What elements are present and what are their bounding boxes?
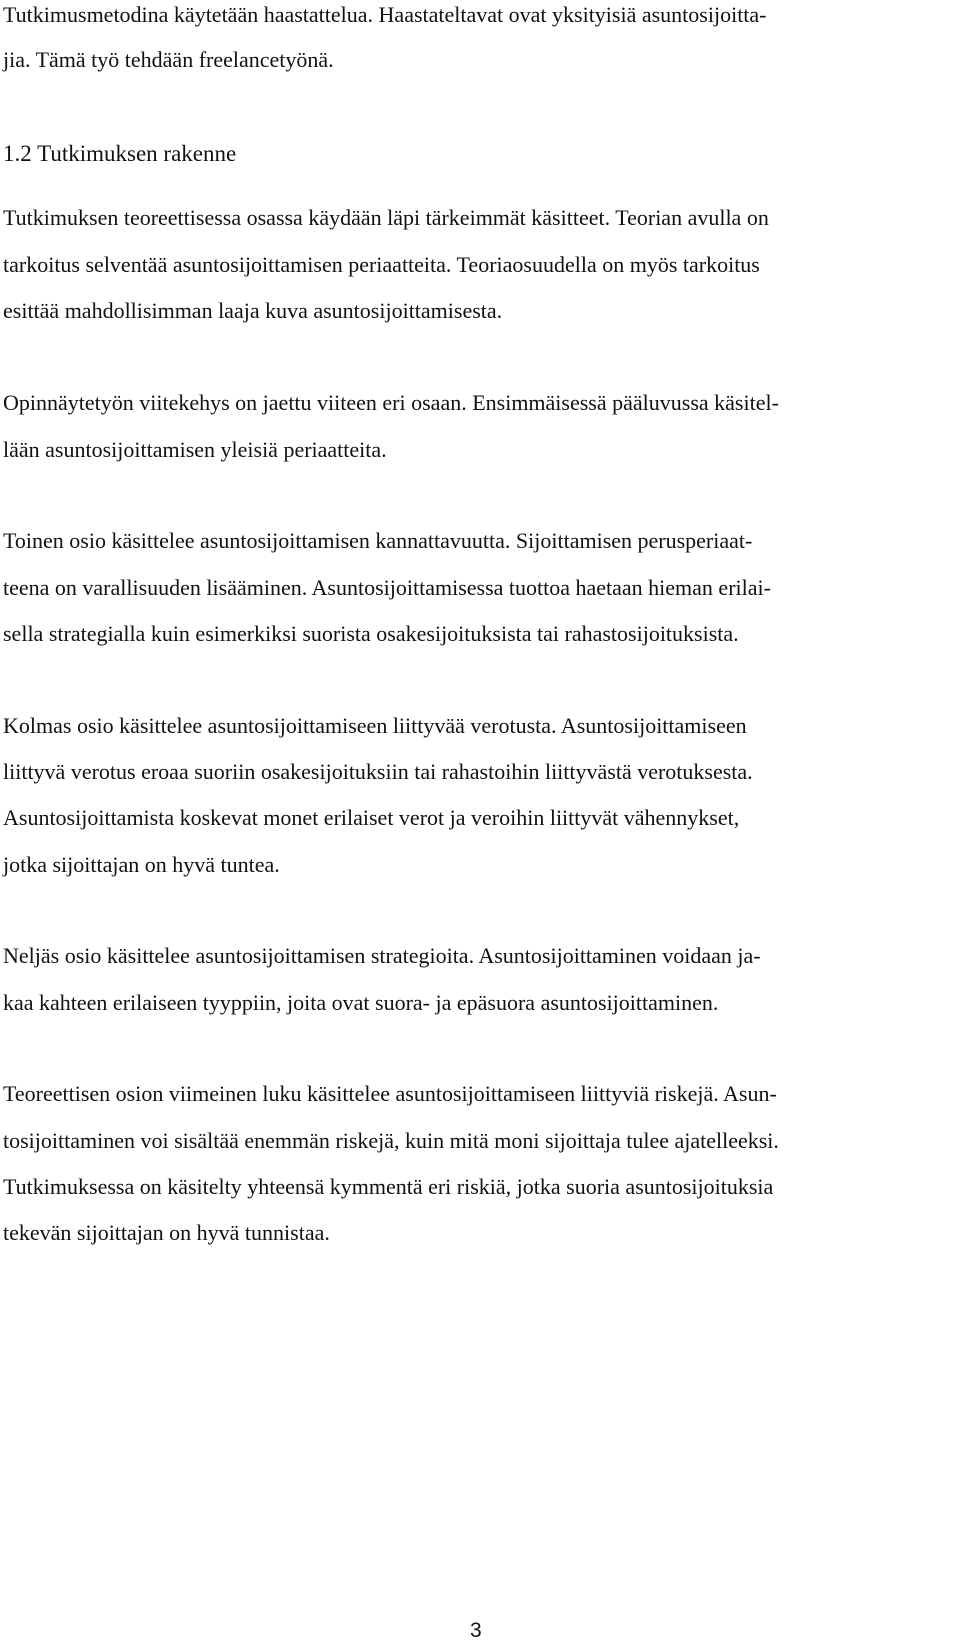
paragraph-line: liittyvä verotus eroaa suoriin osakesijoituksiin tai rahastoihin liittyvästä verotuksesta. — [3, 759, 753, 784]
paragraph-line: Asuntosijoittamista koskevat monet erilaiset verot ja veroihin liittyvät vähennykset, — [3, 805, 740, 830]
section-heading: 1.2 Tutkimuksen rakenne — [3, 141, 237, 166]
page-number: 3 — [470, 1619, 482, 1642]
intro-line: jia. Tämä työ tehdään freelancetyönä. — [3, 47, 334, 72]
paragraph-line: tekevän sijoittajan on hyvä tunnistaa. — [3, 1220, 330, 1245]
paragraph-line: lään asuntosijoittamisen yleisiä periaatteita. — [3, 437, 387, 462]
paragraph-line: Tutkimuksessa on käsitelty yhteensä kymmentä eri riskiä, jotka suoria asuntosijoituksia — [3, 1174, 774, 1199]
paragraph-line: esittää mahdollisimman laaja kuva asuntosijoittamisesta. — [3, 298, 503, 323]
paragraph-line: Toinen osio käsittelee asuntosijoittamisen kannattavuutta. Sijoittamisen perusperiaat- — [3, 528, 753, 553]
paragraph-line: Tutkimuksen teoreettisessa osassa käydään läpi tärkeimmät käsitteet. Teorian avulla on — [3, 205, 769, 230]
paragraph-line: Kolmas osio käsittelee asuntosijoittamiseen liittyvää verotusta. Asuntosijoittamiseen — [3, 713, 747, 738]
intro-line: Tutkimusmetodina käytetään haastattelua. Haastateltavat ovat yksityisiä asuntosijoitta- — [3, 2, 767, 27]
paragraph-line: Teoreettisen osion viimeinen luku käsittelee asuntosijoittamiseen liittyviä riskejä. Asun- — [3, 1081, 777, 1106]
paragraph-line: kaa kahteen erilaiseen tyyppiin, joita ovat suora- ja epäsuora asuntosijoittaminen. — [3, 990, 719, 1015]
paragraph-line: Neljäs osio käsittelee asuntosijoittamisen strategioita. Asuntosijoittaminen voidaan ja- — [3, 943, 761, 968]
paragraph-line: jotka sijoittajan on hyvä tuntea. — [3, 852, 280, 877]
paragraph-line: Opinnäytetyön viitekehys on jaettu viiteen eri osaan. Ensimmäisessä pääluvussa käsitel- — [3, 390, 779, 415]
paragraph-line: tosijoittaminen voi sisältää enemmän riskejä, kuin mitä moni sijoittaja tulee ajatelleeksi. — [3, 1128, 779, 1153]
paragraph-line: tarkoitus selventää asuntosijoittamisen periaatteita. Teoriaosuudella on myös tarkoitus — [3, 252, 760, 277]
paragraph-line: sella strategialla kuin esimerkiksi suorista osakesijoituksista tai rahastosijoituksista. — [3, 621, 739, 646]
paragraph-line: teena on varallisuuden lisääminen. Asuntosijoittamisessa tuottoa haetaan hieman erilai- — [3, 575, 771, 600]
